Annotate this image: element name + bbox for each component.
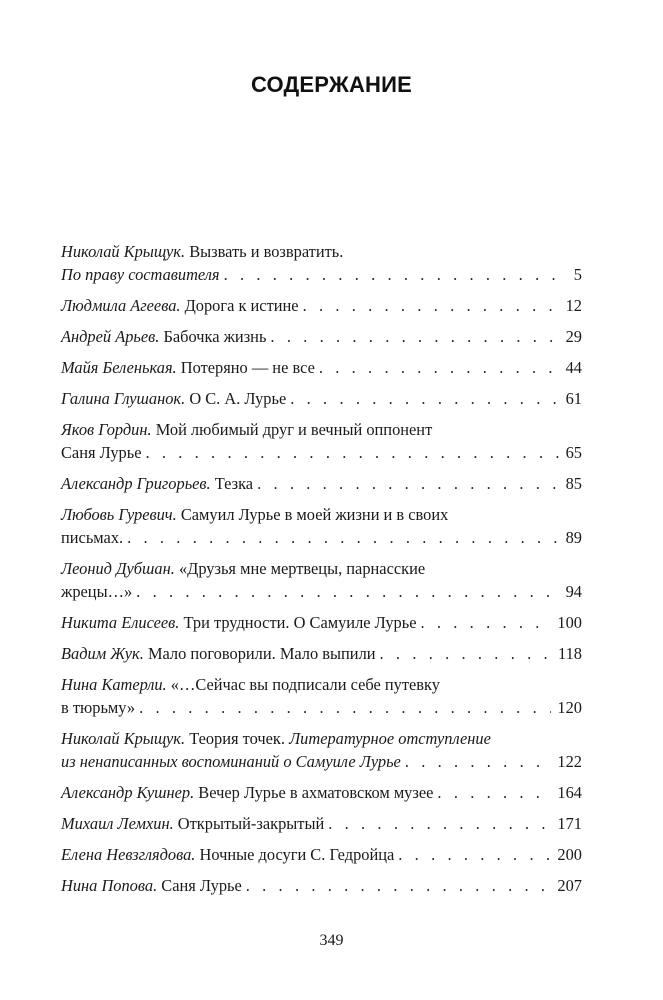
toc-page-number: 85 bbox=[565, 474, 582, 493]
toc-author: Николай Крыщук. bbox=[61, 242, 186, 261]
toc-leader bbox=[136, 580, 559, 603]
toc-page-number: 65 bbox=[565, 443, 582, 462]
toc-leader bbox=[380, 642, 552, 665]
toc-page-number: 200 bbox=[557, 845, 582, 864]
toc-title: «…Сейчас вы подписали себе путевку bbox=[170, 675, 440, 694]
toc-page-number: 94 bbox=[565, 582, 582, 601]
toc-page-number: 44 bbox=[565, 358, 582, 377]
toc-author: Михаил Лемхин. bbox=[61, 814, 174, 833]
toc-page-number: 5 bbox=[573, 265, 582, 284]
page-title: СОДЕРЖАНИЕ bbox=[250, 72, 413, 97]
toc-title-continued: в тюрьму» bbox=[61, 698, 136, 717]
toc-entry[interactable] bbox=[61, 356, 582, 379]
toc-leader bbox=[405, 750, 552, 773]
toc-entry[interactable] bbox=[61, 240, 582, 286]
toc-entry[interactable] bbox=[61, 503, 582, 549]
toc-author: Любовь Гуревич. bbox=[61, 505, 177, 524]
toc-entry[interactable] bbox=[61, 325, 582, 348]
toc-leader bbox=[257, 472, 560, 495]
toc-page-number: 171 bbox=[557, 814, 582, 833]
toc-leader bbox=[398, 843, 551, 866]
toc-title: Бабочка жизнь bbox=[163, 327, 267, 346]
toc-leader bbox=[270, 325, 559, 348]
toc-page-number: 29 bbox=[565, 327, 582, 346]
toc-page-number: 61 bbox=[565, 389, 582, 408]
toc-author: Андрей Арьев. bbox=[61, 327, 160, 346]
toc-entry[interactable] bbox=[61, 874, 582, 897]
toc-title: «Друзья мне мертвецы, парнасские bbox=[178, 559, 426, 578]
toc-title: Теория точек. bbox=[189, 729, 285, 748]
toc-author: Леонид Дубшан. bbox=[61, 559, 175, 578]
toc-title-continued: письмах. bbox=[61, 528, 124, 547]
toc-author: Майя Беленькая. bbox=[61, 358, 177, 377]
toc-title-italic: из ненаписанных воспоминаний о Самуиле Лурье bbox=[61, 752, 401, 771]
toc-entry[interactable] bbox=[61, 727, 582, 773]
toc-leader bbox=[145, 441, 559, 464]
toc-author: Никита Елисеев. bbox=[61, 613, 180, 632]
toc-title-italic: По праву составителя bbox=[61, 265, 220, 284]
toc-author: Людмила Агеева. bbox=[61, 296, 181, 315]
toc-page-number: 118 bbox=[558, 644, 582, 663]
toc-title: Мой любимый друг и вечный оппонент bbox=[155, 420, 433, 439]
toc-author: Нина Попова. bbox=[61, 876, 158, 895]
toc-entry[interactable] bbox=[61, 557, 582, 603]
toc-entry[interactable] bbox=[61, 294, 582, 317]
toc-page-number: 100 bbox=[557, 613, 582, 632]
toc-author: Яков Гордин. bbox=[61, 420, 152, 439]
toc-title-italic: Литературное отступление bbox=[289, 729, 491, 748]
toc-page-number: 89 bbox=[565, 528, 582, 547]
toc-title: Открытый-закрытый bbox=[177, 814, 325, 833]
toc-leader bbox=[246, 874, 552, 897]
toc-author: Александр Григорьев. bbox=[61, 474, 211, 493]
toc-entry[interactable] bbox=[61, 418, 582, 464]
toc-entry[interactable] bbox=[61, 812, 582, 835]
toc-leader bbox=[319, 356, 560, 379]
toc-author: Галина Глушанок. bbox=[61, 389, 186, 408]
toc-entry[interactable] bbox=[61, 781, 582, 804]
toc-author: Николай Крыщук. bbox=[61, 729, 186, 748]
toc-title: Ночные досуги С. Гедройца bbox=[199, 845, 395, 864]
toc-entry[interactable] bbox=[61, 472, 582, 495]
toc-leader bbox=[420, 611, 551, 634]
toc-title: О С. А. Лурье bbox=[189, 389, 287, 408]
toc-title: Мало поговорили. Мало выпили bbox=[147, 644, 376, 663]
toc-page-number: 122 bbox=[557, 752, 582, 771]
toc-page-number: 164 bbox=[557, 783, 582, 802]
toc-entry[interactable] bbox=[61, 387, 582, 410]
toc-entry[interactable] bbox=[61, 642, 582, 665]
toc-entry[interactable] bbox=[61, 611, 582, 634]
toc-leader bbox=[303, 294, 560, 317]
toc-leader bbox=[127, 526, 559, 549]
toc-leader bbox=[139, 696, 551, 719]
toc-title: Самуил Лурье в моей жизни и в своих bbox=[180, 505, 449, 524]
toc-author: Елена Невзглядова. bbox=[61, 845, 196, 864]
toc-leader bbox=[328, 812, 551, 835]
toc-leader bbox=[224, 263, 568, 286]
toc-title: Дорога к истине bbox=[184, 296, 299, 315]
toc-page-number: 12 bbox=[565, 296, 582, 315]
toc-author: Александр Кушнер. bbox=[61, 783, 195, 802]
toc-leader bbox=[437, 781, 551, 804]
toc-title-continued: Саня Лурье bbox=[61, 443, 142, 462]
toc-page-number: 120 bbox=[557, 698, 582, 717]
toc-author: Нина Катерли. bbox=[61, 675, 167, 694]
table-of-contents bbox=[61, 240, 582, 905]
toc-page-number: 207 bbox=[557, 876, 582, 895]
toc-entry[interactable] bbox=[61, 843, 582, 866]
toc-entry[interactable] bbox=[61, 673, 582, 719]
toc-title: Три трудности. О Самуиле Лурье bbox=[183, 613, 417, 632]
toc-title-continued: жрецы…» bbox=[61, 582, 133, 601]
toc-title: Саня Лурье bbox=[161, 876, 242, 895]
toc-title: Вечер Лурье в ахматовском музее bbox=[198, 783, 434, 802]
toc-title: Потеряно — не все bbox=[180, 358, 315, 377]
toc-author: Вадим Жук. bbox=[61, 644, 144, 663]
toc-title: Вызвать и возвратить. bbox=[189, 242, 344, 261]
toc-leader bbox=[290, 387, 559, 410]
toc-title: Тезка bbox=[214, 474, 254, 493]
page-number: 349 bbox=[319, 932, 344, 949]
